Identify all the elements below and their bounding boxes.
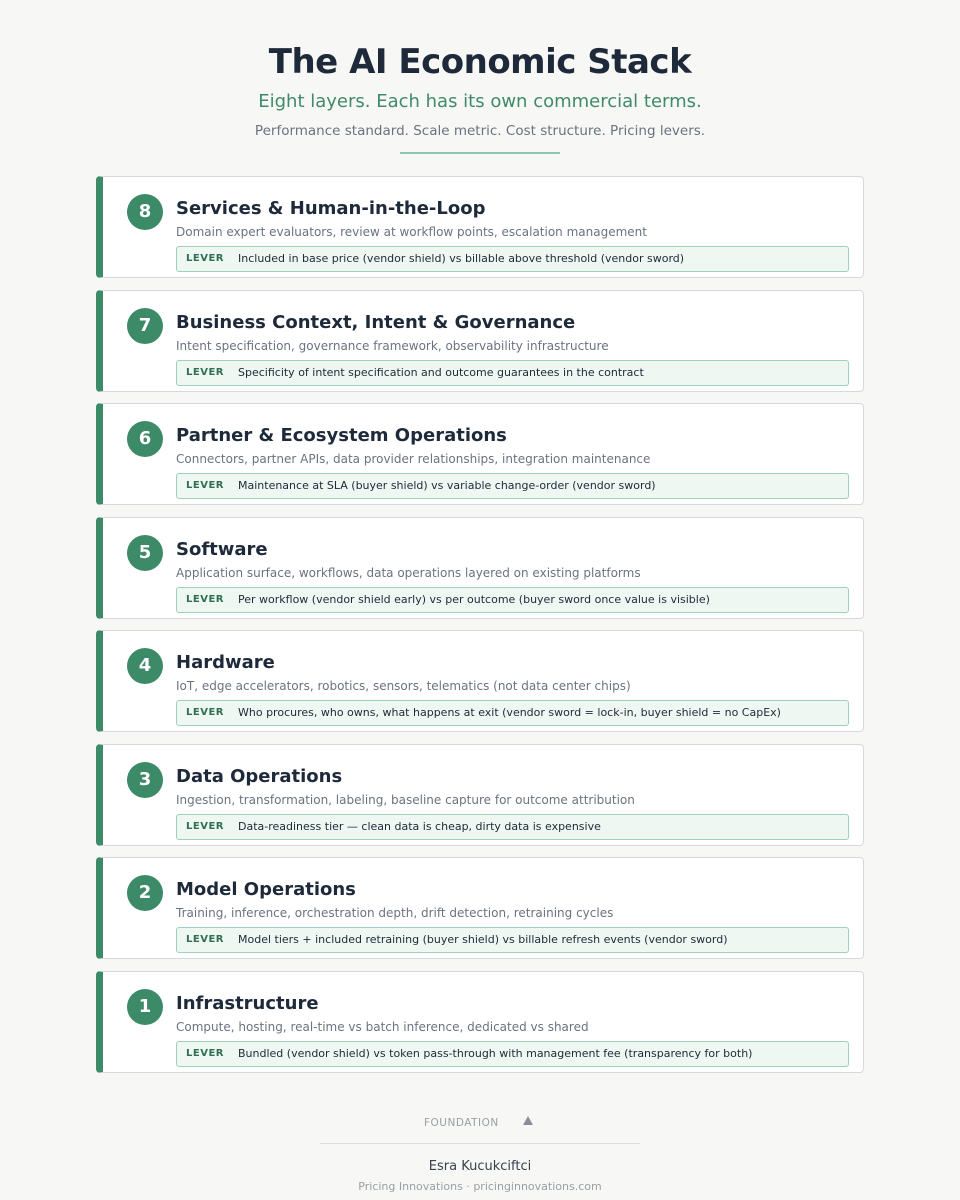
lever-box [176,360,849,386]
page-subtitle: Eight layers. Each has its own commercial terms. [258,91,702,112]
layer-title: Model Operations [176,879,356,900]
layer-title: Hardware [176,652,275,673]
stack-layers [96,176,864,1084]
lever-tag: LEVER [186,820,224,832]
layer-number-badge: 5 [127,535,163,571]
foundation-marker [0,1114,960,1134]
layer-number-badge: 1 [127,989,163,1025]
lever-tag: LEVER [186,253,224,264]
layer-card-5 [96,517,864,619]
layer-title: Infrastructure [176,992,319,1014]
lever-box [176,246,849,272]
lever-tag: LEVER [186,1047,224,1059]
lever-box [176,927,849,953]
lever-tag: LEVER [186,934,224,945]
footer-author: Esra Kucukciftci [428,1159,532,1174]
lever-text: Who procures, who owns, what happens at exit (vendor sword = lock-in, buyer shield = no CapEx) [238,706,781,719]
lever-box [176,700,849,726]
foundation-label: FOUNDATION [424,1117,499,1129]
header-divider [400,152,560,154]
page-tagline: Performance standard. Scale metric. Cost structure. Pricing levers. [254,123,706,139]
layer-description: Training, inference, orchestration depth, drift detection, retraining cycles [176,906,614,920]
layer-description: Connectors, partner APIs, data provider relationships, integration maintenance [176,452,651,466]
lever-text: Bundled (vendor shield) vs token pass-through with management fee (transparency for both) [238,1046,753,1060]
lever-text: Included in base price (vendor shield) vs billable above threshold (vendor sword) [238,252,685,265]
lever-box [176,587,849,613]
lever-text: Maintenance at SLA (buyer shield) vs variable change-order (vendor sword) [238,479,656,492]
lever-tag: LEVER [186,366,224,378]
lever-tag: LEVER [186,707,224,718]
page-title: The AI Economic Stack [268,42,692,82]
layer-card-7 [96,290,864,392]
layer-card-8 [96,176,864,278]
layer-number-badge: 3 [127,762,163,798]
layer-number-badge: 4 [127,648,163,684]
lever-tag: LEVER [186,480,224,491]
layer-title: Data Operations [176,765,343,787]
layer-card-6 [96,403,864,505]
lever-text: Data-readiness tier — clean data is cheap, dirty data is expensive [238,819,601,833]
lever-box [176,473,849,499]
arrow-up-icon [523,1116,533,1125]
layer-title: Business Context, Intent & Governance [176,311,576,333]
layer-description: IoT, edge accelerators, robotics, sensors, telematics (not data center chips) [176,679,631,693]
lever-box [176,814,849,840]
layer-description: Application surface, workflows, data operations layered on existing platforms [176,565,641,580]
footer-org: Pricing Innovations · pricinginnovations.com [358,1180,602,1193]
layer-number-badge: 7 [127,308,163,344]
layer-card-3 [96,744,864,846]
layer-card-4 [96,630,864,732]
layer-card-1 [96,971,864,1073]
layer-description: Compute, hosting, real-time vs batch inference, dedicated vs shared [176,1019,589,1034]
layer-title: Software [176,538,268,560]
footer-divider [320,1143,640,1144]
layer-number-badge: 8 [127,194,163,230]
layer-number-badge: 2 [127,875,163,911]
lever-text: Specificity of intent specification and outcome guarantees in the contract [238,365,644,379]
layer-description: Domain expert evaluators, review at workflow points, escalation management [176,225,647,239]
layer-title: Partner & Ecosystem Operations [176,425,507,446]
layer-description: Ingestion, transformation, labeling, baseline capture for outcome attribution [176,792,635,807]
layer-description: Intent specification, governance framework, observability infrastructure [176,338,609,353]
header [0,0,960,154]
layer-number-badge: 6 [127,421,163,457]
layer-card-2 [96,857,864,959]
lever-text: Per workflow (vendor shield early) vs per outcome (buyer sword once value is visible) [238,592,710,606]
lever-tag: LEVER [186,593,224,605]
lever-box [176,1041,849,1067]
layer-title: Services & Human-in-the-Loop [176,198,486,219]
lever-text: Model tiers + included retraining (buyer shield) vs billable refresh events (vendor sword) [238,933,728,946]
